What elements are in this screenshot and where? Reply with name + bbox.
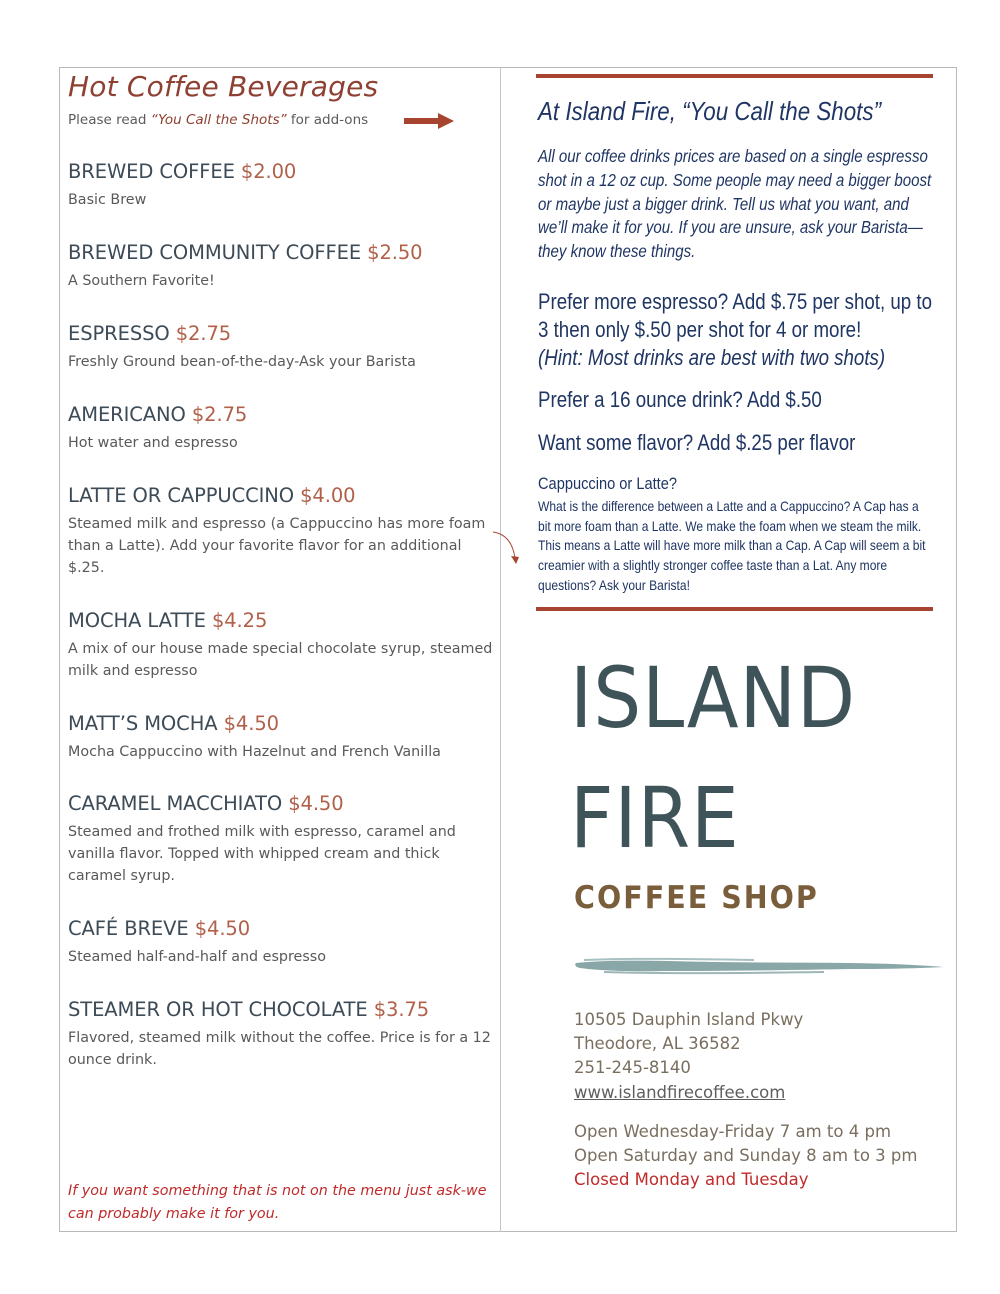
item-name: STEAMER OR HOT CHOCOLATE $3.75 — [68, 998, 430, 1021]
item-price: $2.75 — [191, 403, 248, 426]
custom-order-note: If you want something that is not on the menu just ask-we can probably make it for you. — [68, 1183, 487, 1222]
flavor-addon: Want some flavor? Add $.25 per flavor — [538, 430, 856, 455]
item-price: $3.75 — [373, 998, 430, 1021]
brand-island: ISLAND — [570, 649, 857, 747]
size-addon: Prefer a 16 ounce drink? Add $.50 — [538, 387, 822, 412]
column-divider — [500, 67, 501, 1232]
item-price: $4.00 — [300, 484, 356, 507]
item-price: $2.50 — [367, 241, 423, 264]
shots-title: At Island Fire, “You Call the Shots” — [538, 96, 882, 126]
hours-weekday: Open Wednesday-Friday 7 am to 4 pm — [574, 1122, 892, 1141]
phone-number: 251-245-8140 — [574, 1058, 691, 1078]
menu-item — [68, 609, 493, 682]
menu-subtitle: Please read “You Call the Shots” for add-ons — [68, 112, 493, 128]
item-price: $2.00 — [240, 160, 297, 183]
menu-item — [68, 241, 493, 292]
item-price: $4.50 — [194, 917, 251, 940]
item-description: Mocha Cappuccino with Hazelnut and French Vanilla — [68, 744, 441, 760]
item-name: LATTE OR CAPPUCCINO $4.00 — [68, 484, 356, 507]
item-price: $4.25 — [211, 609, 268, 632]
item-name: BREWED COFFEE $2.00 — [68, 160, 297, 183]
item-description: Basic Brew — [68, 192, 147, 208]
item-name: CAFÉ BREVE $4.50 — [68, 917, 251, 940]
shots-hint: (Hint: Most drinks are best with two shots) — [538, 345, 886, 370]
opening-hours — [574, 1120, 917, 1193]
brush-stroke-decoration — [574, 955, 946, 977]
espresso-addon: Prefer more espresso? Add $.75 per shot, up to 3 then only $.50 per shot for 4 or more! (Hint: Most drinks are best with two shots) — [538, 288, 938, 372]
menu-item — [68, 484, 493, 579]
item-description: Steamed and frothed milk with espresso, caramel and vanilla flavor. Topped with whipped cream and thick caramel syrup. — [68, 824, 456, 884]
curved-arrow-icon — [491, 528, 525, 568]
right-arrow-icon — [404, 112, 454, 130]
menu-item — [68, 998, 493, 1071]
item-description: A Southern Favorite! — [68, 273, 215, 289]
menu-item — [68, 403, 493, 454]
item-price: $2.75 — [175, 322, 232, 345]
bottom-accent-rule — [536, 607, 933, 611]
menu-item — [68, 322, 493, 373]
menu-item — [68, 712, 493, 763]
address-line: 10505 Dauphin Island Pkwy — [574, 1010, 804, 1029]
item-name: CARAMEL MACCHIATO $4.50 — [68, 792, 344, 815]
item-description: Steamed half-and-half and espresso — [68, 949, 326, 965]
brand-coffee-shop: COFFEE SHOP — [574, 880, 819, 916]
menu-header — [68, 70, 493, 128]
item-name: MOCHA LATTE $4.25 — [68, 609, 268, 632]
item-description: A mix of our house made special chocolate syrup, steamed milk and espresso — [68, 641, 493, 679]
item-name: BREWED COMMUNITY COFFEE $2.50 — [68, 241, 423, 264]
cappuccino-latte-body: What is the difference between a Latte and a Cappuccino? A Cap has a bit more foam than a Latte. We make the foam when we steam the milk. This means a Latte will have more milk than a Cap. A Cap will seem a bit creamier with a slightly stronger coffee taste than a Lat. Any more questions? Ask your Barista! — [538, 498, 926, 593]
hours-weekend: Open Saturday and Sunday 8 am to 3 pm — [574, 1146, 918, 1166]
item-price: $4.50 — [288, 792, 344, 815]
website-link[interactable]: www.islandfirecoffee.com — [574, 1082, 786, 1102]
item-name: MATT’S MOCHA $4.50 — [68, 712, 279, 735]
brand-fire: FIRE — [570, 769, 740, 867]
top-accent-rule — [536, 74, 933, 78]
cappuccino-latte-title: Cappuccino or Latte? — [538, 474, 677, 493]
menu-title: Hot Coffee Beverages — [68, 70, 379, 103]
menu-item — [68, 917, 493, 968]
shots-intro: All our coffee drinks prices are based on a single espresso shot in a 12 oz cup. Some people may need a bigger boost or maybe just a bigger drink. Tell us what you want, and we’ll make it for you. If you are unsure, ask your Barista—they know these things. — [538, 146, 932, 262]
item-name: ESPRESSO $2.75 — [68, 322, 232, 345]
item-name: AMERICANO $2.75 — [68, 403, 248, 426]
item-description: Steamed milk and espresso (a Cappuccino has more foam than a Latte). Add your favorite flavor for an additional $.25. — [68, 516, 486, 576]
contact-info — [574, 1008, 803, 1105]
menu-item — [68, 792, 493, 887]
item-description: Hot water and espresso — [68, 435, 238, 451]
item-price: $4.50 — [223, 712, 279, 735]
shots-reference: “You Call the Shots” — [150, 112, 287, 128]
item-description: Freshly Ground bean-of-the-day-Ask your Barista — [68, 354, 416, 370]
menu-item — [68, 160, 493, 211]
item-description: Flavored, steamed milk without the coffee. Price is for a 12 ounce drink. — [68, 1030, 491, 1068]
closed-days: Closed Monday and Tuesday — [574, 1170, 809, 1190]
city-line: Theodore, AL 36582 — [574, 1034, 741, 1054]
